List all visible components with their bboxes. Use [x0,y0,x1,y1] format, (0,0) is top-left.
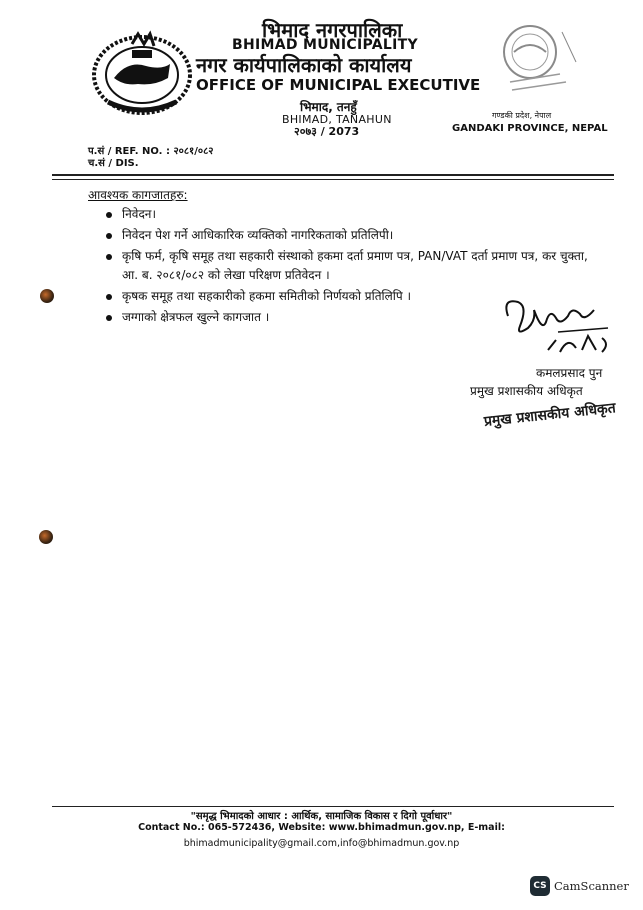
header-divider [52,174,614,176]
reference-number: प.सं / REF. NO. : २०८१/०८२ [88,146,214,157]
signatory-stamp: प्रमुख प्रशासकीय अधिकृत [483,400,617,430]
provincial-stamp-icon [490,22,580,98]
dispatch-number: च.सं / DIS. [88,158,139,169]
place-nepali: भिमाद, तनहुँ [300,100,357,114]
office-subtitle-nepali: नगर कार्यपालिकाको कार्यालय [196,53,412,77]
signature-icon [498,292,618,358]
province-english: GANDAKI PROVINCE, NEPAL [452,123,608,134]
list-item: कृषि फर्म, कृषि समूह तथा सहकारी संस्थाको हकमा दर्ता प्रमाण पत्र, PAN/VAT दर्ता प्रमाण पत्र, कर चुक्ता, आ. ब. २०८१/०८२ को लेखा परिक्षण प्रतिवेदन । [106,247,596,285]
camscanner-label: CamScanner [554,879,629,893]
list-item: निवेदन पेश गर्ने आधिकारिक व्यक्तिको नागरिकताको प्रतिलिपी। [106,226,596,245]
footer-emails: bhimadmunicipality@gmail.com,info@bhimadmun.gov.np [183,838,460,849]
camscanner-watermark [530,876,630,898]
nepal-emblem-icon [88,30,196,116]
province-nepali: गण्डकी प्रदेश, नेपाल [492,111,552,120]
list-item: जग्गाको क्षेत्रफल खुल्ने कागजात । [106,308,596,327]
office-subtitle-english: OFFICE OF MUNICIPAL EXECUTIVE [196,76,481,94]
office-title-english: BHIMAD MUNICIPALITY [232,37,418,53]
office-title-nepali: भिमाद नगरपालिका [262,18,403,42]
footer-slogan: "समृद्ध भिमादको आधार : आर्थिक, सामाजिक विकास र दिगो पूर्वाधार" [190,811,453,822]
punch-hole-icon [40,289,54,303]
footer-contact: Contact No.: 065-572436, Website: www.bhimadmun.gov.np, E-mail: [138,822,505,833]
signatory-name: कमलप्रसाद पुन [536,366,603,380]
place-english: BHIMAD, TANAHUN [282,113,392,126]
footer-divider [52,806,614,807]
list-item: निवेदन। [106,205,596,224]
header-divider-thin [52,179,614,180]
punch-hole-icon [39,530,53,544]
list-item: कृषक समूह तथा सहकारीको हकमा समितीको निर्णयको प्रतिलिपि । [106,287,596,306]
camscanner-logo-icon: CS [530,876,550,896]
signatory-title: प्रमुख प्रशासकीय अधिकृत [470,384,583,398]
established-year: २०७३ / 2073 [294,125,360,138]
required-documents-heading: आवश्यक कागजातहरु: [88,188,188,202]
